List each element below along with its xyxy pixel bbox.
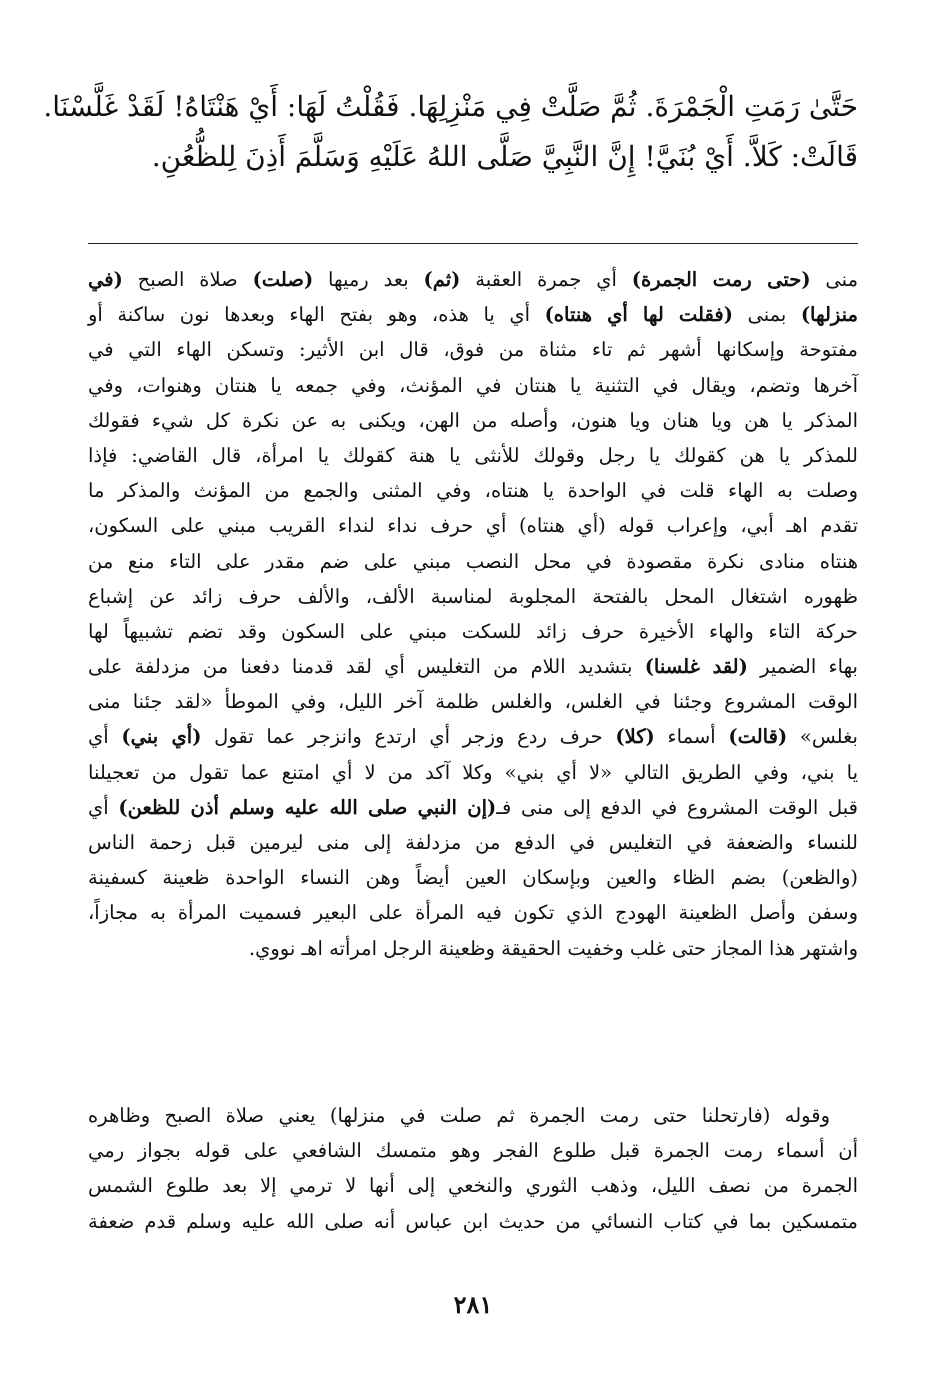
commentary-line — [88, 262, 858, 297]
commentary-text: أي — [88, 725, 122, 749]
commentary-text: واشتهر هذا المجاز حتى غلب وخفيت الحقيقة وظعينة الرجل امرأته اهـ نووي. — [248, 936, 858, 960]
paragraph-line: وقوله (فارتحلنا حتى رمت الجمرة ثم صلت في منزلها) يعني صلاة الصبح وظاهره — [88, 1104, 830, 1127]
commentary-text: ظهوره اشتغال المحل بالفتحة المجلوبة لمناسبة الألف، والألف حرف زائد عن إشباع — [88, 584, 858, 608]
commentary-line — [88, 684, 858, 719]
second-paragraph — [88, 1098, 858, 1239]
hadith-line-2: قَالَتْ: كَلاَّ. أَيْ بُنَيَّ! إِنَّ النَّبِيَّ صَلَّى اللهُ عَلَيْهِ وَسَلَّمَ أَذِنَ لِلظُّعُنِ. — [151, 140, 858, 173]
commentary-line — [88, 508, 858, 543]
commentary-section — [88, 262, 858, 966]
commentary-text: حركة التاء والهاء الأخيرة حرف زائد للسكت مبني على السكون وقد تضم تشبيهاً لها — [88, 619, 858, 643]
commentary-line — [88, 614, 858, 649]
commentary-text: قبل الوقت المشروع في الدفع إلى منى فـ — [496, 795, 858, 819]
commentary-quoted-term: (كلا) — [615, 725, 655, 749]
commentary-line — [88, 790, 858, 825]
commentary-quoted-term: (صلت) — [252, 268, 314, 291]
commentary-line — [88, 438, 858, 473]
commentary-text: حرف ردع وزجر أي ارتدع وانزجر عما تقول — [201, 725, 616, 749]
commentary-text: بمنى — [732, 303, 801, 327]
commentary-line — [88, 579, 858, 614]
hadith-line-1: حَتَّىٰ رَمَتِ الْجَمْرَةَ. ثُمَّ صَلَّتْ فِي مَنْزِلِهَا. فَقُلْتُ لَهَا: أَيْ هَنْتَاهُ! لَقَدْ غَلَّسْنَا. — [43, 90, 858, 123]
commentary-text: آخرها وتضم، ويقال في التثنية يا هنتان في المؤنث، وفي جمعه يا هنتان وهنوات، وفي — [88, 373, 858, 397]
paragraph-line: متمسكين بما في كتاب النسائي من حديث ابن عباس أنه صلى الله عليه وسلم قدم ضعفة — [88, 1209, 858, 1233]
commentary-line — [88, 649, 858, 684]
commentary-text: المذكر يا هن ويا هنان ويا هنون، وأصله من الهن، ويكنى به عن نكرة كل شيء فقولك — [88, 408, 858, 432]
commentary-quoted-term: (فقلت لها أي هنتاه) — [544, 303, 733, 327]
commentary-line — [88, 755, 858, 790]
commentary-text: الوقت المشروع وجئنا في الغلس، والغلس ظلمة آخر الليل، وفي الموطأ «لقد جئنا منى — [88, 690, 858, 714]
commentary-text: (والظعن) بضم الظاء والعين وبإسكان العين أيضاً وهن النساء الواحدة ظعينة كسفينة — [88, 866, 858, 890]
commentary-text: أي يا هذه، وهو بفتح الهاء وبعدها نون ساكنة أو — [88, 303, 545, 327]
commentary-line — [88, 297, 858, 332]
commentary-line — [88, 544, 858, 579]
commentary-text: منى — [810, 268, 859, 291]
commentary-text: بهاء الضمير — [747, 655, 858, 679]
commentary-line — [88, 825, 858, 860]
commentary-text: بعد رميها — [313, 268, 424, 291]
commentary-text: أسماء — [654, 725, 729, 749]
commentary-line — [88, 403, 858, 438]
commentary-text: مفتوحة وإسكانها أشهر ثم تاء مثناة من فوق، قال ابن الأثير: وتسكن الهاء التي في — [88, 338, 858, 362]
paragraph-line: الجمرة من نصف الليل، وذهب الثوري والنخعي إلى أنها لا ترمي إلا بعد طلوع الشمس — [88, 1174, 858, 1198]
commentary-line — [88, 368, 858, 403]
commentary-text: تقدم اهـ أبي، وإعراب قوله (أي هنتاه) أي حرف نداء لنداء القريب مبني على السكون، — [88, 514, 858, 538]
commentary-quoted-term: (حتى رمت الجمرة) — [631, 268, 811, 291]
commentary-text: للمذكر يا هن كقولك يا رجل وقولك للأنثى يا هنة كقولك يا امرأة، قال القاضي: فإذا — [88, 443, 858, 467]
commentary-quoted-term: (قالت) — [728, 725, 788, 749]
commentary-quoted-term: (في — [88, 268, 123, 291]
commentary-line — [88, 473, 858, 508]
page-number: ٢٨١ — [453, 1290, 493, 1319]
commentary-quoted-term: (إن النبي صلى الله عليه وسلم أذن للظعن) — [118, 795, 497, 819]
commentary-text: وسفن وأصل الظعينة الهودج الذي تكون فيه المرأة على البعير فسميت المرأة به مجازاً، — [88, 901, 858, 925]
commentary-line — [88, 332, 858, 367]
commentary-line — [88, 860, 858, 895]
commentary-line — [88, 895, 858, 930]
commentary-text: أي جمرة العقبة — [460, 268, 632, 291]
commentary-quoted-term: (لقد غلسنا) — [644, 655, 748, 679]
commentary-text: أي — [88, 795, 119, 819]
commentary-quoted-term: (ثم) — [423, 268, 461, 291]
commentary-text: بتشديد اللام من التغليس أي لقد قدمنا دفعنا من مزدلفة على — [88, 655, 645, 679]
commentary-text: للنساء والضعفة في التغليس في الدفع من مزدلفة إلى منى ليرمين قبل زحمة الناس — [88, 831, 858, 854]
commentary-text: هنتاه منادى نكرة مقصودة في محل النصب مبني على ضم مقدر على التاء منع من — [88, 549, 858, 573]
paragraph-line: أن أسماء رمت الجمرة قبل طلوع الفجر وهو متمسك الشافعي على قوله بجواز رمي — [88, 1139, 858, 1163]
separator-rule — [88, 243, 858, 244]
commentary-text: بغلس» — [787, 725, 858, 749]
commentary-quoted-term: منزلها) — [800, 303, 858, 327]
commentary-line — [88, 931, 858, 966]
commentary-text: يا بني، وفي الطريق التالي «لا أي بني» وكلا آكد من لا أي امتنع عما تقول من تعجيلنا — [88, 760, 858, 784]
commentary-text: وصلت به الهاء قلت في الواحدة يا هنتاه، وفي المثنى والجمع من المؤنث والمذكر ما — [88, 479, 858, 503]
commentary-line — [88, 719, 858, 754]
commentary-text: صلاة الصبح — [122, 268, 253, 291]
commentary-quoted-term: (أي بني) — [121, 725, 202, 749]
hadith-text — [43, 82, 858, 182]
book-page — [43, 0, 859, 1386]
